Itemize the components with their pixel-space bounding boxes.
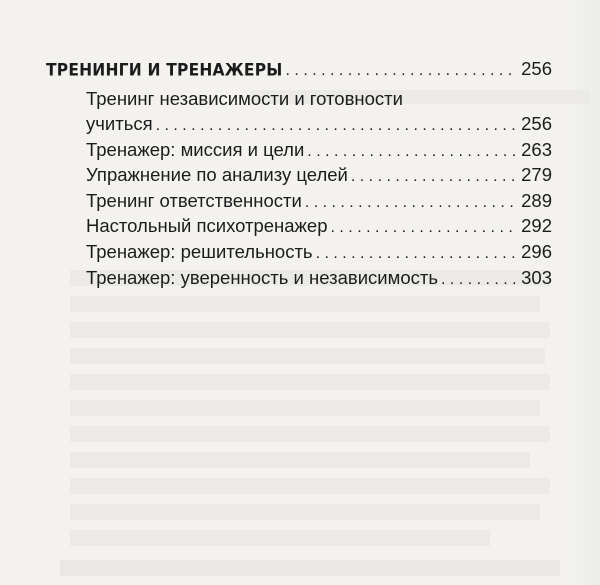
page-edge-shadow bbox=[570, 0, 600, 585]
entry-title-line1: Тренинг независимости и готовности bbox=[86, 88, 403, 109]
page-number: 296 bbox=[521, 240, 552, 262]
page-number: 303 bbox=[521, 266, 552, 288]
leader-dots bbox=[156, 117, 519, 135]
page-number: 263 bbox=[521, 138, 552, 160]
leader-dots bbox=[316, 245, 519, 263]
page-number: 289 bbox=[521, 189, 552, 211]
page-number: 292 bbox=[521, 215, 552, 237]
table-of-contents bbox=[46, 58, 552, 292]
toc-entry bbox=[46, 139, 552, 165]
toc-entry bbox=[46, 215, 552, 241]
toc-entry-continuation bbox=[46, 113, 552, 139]
page-number: 256 bbox=[521, 58, 552, 79]
entry-title: Тренажер: миссия и цели bbox=[86, 138, 305, 160]
entry-title: Тренинг ответственности bbox=[86, 189, 302, 211]
entry-title: Тренажер: уверенность и независимость bbox=[86, 266, 438, 288]
toc-entry bbox=[46, 267, 552, 293]
toc-entry bbox=[46, 88, 552, 113]
page-number: 256 bbox=[521, 113, 552, 134]
entry-title: Настольный психотренажер bbox=[86, 215, 328, 237]
leader-dots bbox=[331, 219, 519, 237]
toc-entry bbox=[46, 241, 552, 267]
leader-dots bbox=[351, 168, 518, 186]
entry-title: Упражнение по анализу целей bbox=[86, 164, 348, 186]
toc-entry bbox=[46, 190, 552, 216]
section-title: ТРЕНИНГИ И ТРЕНАЖЕРЫ bbox=[46, 60, 283, 80]
entry-title: Тренажер: решительность bbox=[86, 240, 313, 262]
leader-dots bbox=[286, 62, 519, 80]
page-number: 279 bbox=[521, 164, 552, 186]
toc-section-heading bbox=[46, 58, 552, 88]
toc-entry bbox=[46, 164, 552, 190]
entry-title-line2: учиться bbox=[86, 113, 153, 134]
leader-dots bbox=[441, 271, 518, 289]
leader-dots bbox=[307, 143, 518, 161]
leader-dots bbox=[305, 194, 518, 212]
